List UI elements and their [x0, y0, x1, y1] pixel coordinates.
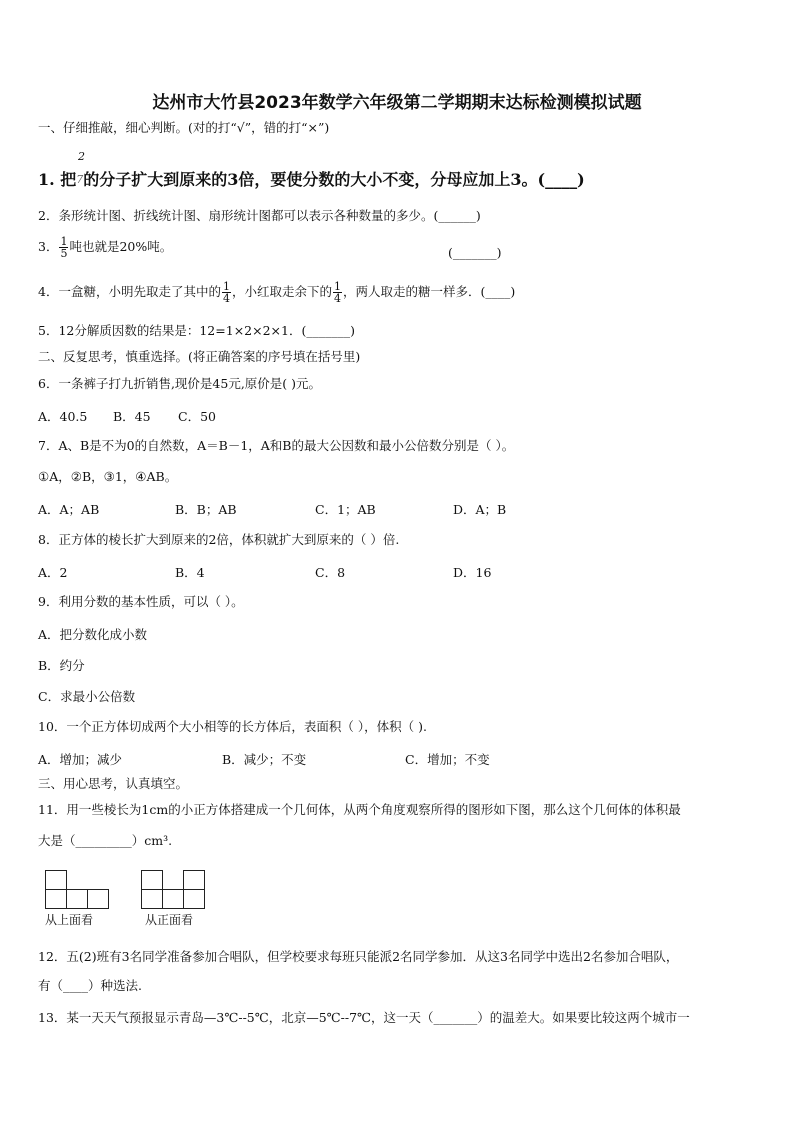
- q1-fraction-denominator: 7: [76, 173, 84, 186]
- q10-option-a[interactable]: A．增加；减少: [38, 752, 123, 767]
- q4-fraction-2: $\frac{1}{4}$: [333, 280, 341, 305]
- question-7: 7．A、B是不为0的自然数，A＝B－1，A和B的最大公因数和最小公倍数分别是（ ）。: [38, 438, 515, 453]
- q8-option-d[interactable]: D．16: [453, 565, 492, 580]
- q8-option-b[interactable]: B．4: [175, 565, 205, 580]
- question-11-line-1: 11．用一些棱长为1cm的小正方体搭建成一个几何体，从两个角度观察所得的图形如下图，那么这个几何体的体积最: [38, 802, 681, 817]
- question-12-line-1: 12．五(2)班有3名同学准备参加合唱队，但学校要求每班只能派2名同学参加．从这3名同学中选出2名参加合唱队，: [38, 949, 679, 964]
- question-2: 2．条形统计图、折线统计图、扇形统计图都可以表示各种数量的多少。(______): [38, 208, 481, 223]
- q7-option-d[interactable]: D．A；B: [453, 502, 507, 517]
- q7-option-a[interactable]: A．A；AB: [38, 502, 100, 517]
- question-10: 10．一个正方体切成两个大小相等的长方体后，表面积（ ），体积（ ).: [38, 719, 427, 734]
- q7-choices: ①A，②B，③1，④AB。: [38, 469, 178, 484]
- question-6: 6．一条裤子打九折销售,现价是45元,原价是( )元。: [38, 376, 322, 391]
- q9-option-c[interactable]: C．求最小公倍数: [38, 689, 136, 704]
- q1-fraction-numerator: 2: [78, 150, 85, 163]
- q10-option-b[interactable]: B．减少；不变: [222, 752, 307, 767]
- q8-option-c[interactable]: C．8: [315, 565, 346, 580]
- q6-option-a[interactable]: A．40.5: [38, 409, 88, 424]
- q4-fraction-1: $\frac{1}{4}$: [222, 280, 230, 305]
- q6-option-c[interactable]: C．50: [178, 409, 216, 424]
- question-5: 5．12分解质因数的结果是：12=1×2×2×1．(_______): [38, 323, 355, 338]
- q10-option-c[interactable]: C．增加；不变: [405, 752, 490, 767]
- question-11-line-2: 大是（_________）cm³.: [38, 833, 173, 848]
- question-9: 9．利用分数的基本性质，可以（ ）。: [38, 594, 244, 609]
- section-2-heading: 二、反复思考，慎重选择。(将正确答案的序号填在括号里): [38, 349, 361, 364]
- q9-option-b[interactable]: B．约分: [38, 658, 85, 673]
- q7-option-b[interactable]: B．B；AB: [175, 502, 237, 517]
- question-4: 4．一盒糖，小明先取走了其中的 $\frac{1}{4}$ ，小红取走余下的 $\frac{1}{4}$ ，两人取走的糖一样多．(____): [38, 280, 516, 305]
- question-8: 8．正方体的棱长扩大到原来的2倍，体积就扩大到原来的（ ）倍.: [38, 532, 400, 547]
- q7-option-c[interactable]: C．1；AB: [315, 502, 376, 517]
- question-1: 1. 把7的分子扩大到原来的3倍，要使分数的大小不变，分母应加上3。(____): [38, 170, 585, 189]
- page-title: 达州市大竹县2023年数学六年级第二学期期末达标检测模拟试题: [152, 93, 642, 113]
- q8-option-a[interactable]: A．2: [38, 565, 68, 580]
- caption-front-view: 从正面看: [145, 913, 194, 927]
- question-3: 3． $\frac{1}{5}$ 吨也就是20%吨。: [38, 235, 173, 260]
- section-1-heading: 一、仔细推敲，细心判断。(对的打“√”，错的打“×”): [38, 120, 330, 135]
- q3-fraction: $\frac{1}{5}$: [60, 235, 68, 260]
- caption-top-view: 从上面看: [45, 913, 94, 927]
- q6-option-b[interactable]: B．45: [113, 409, 151, 424]
- q3-answer-blank[interactable]: (_______): [448, 245, 502, 260]
- section-3-heading: 三、用心思考，认真填空。: [38, 776, 189, 791]
- question-12-line-2: 有（____）种选法.: [38, 978, 142, 993]
- question-13-line-1: 13．某一天天气预报显示青岛—3℃--5℃，北京—5℃--7℃，这一天（_______）的温差大。如果要比较这两个城市一: [38, 1010, 690, 1025]
- q9-option-a[interactable]: A．把分数化成小数: [38, 627, 148, 642]
